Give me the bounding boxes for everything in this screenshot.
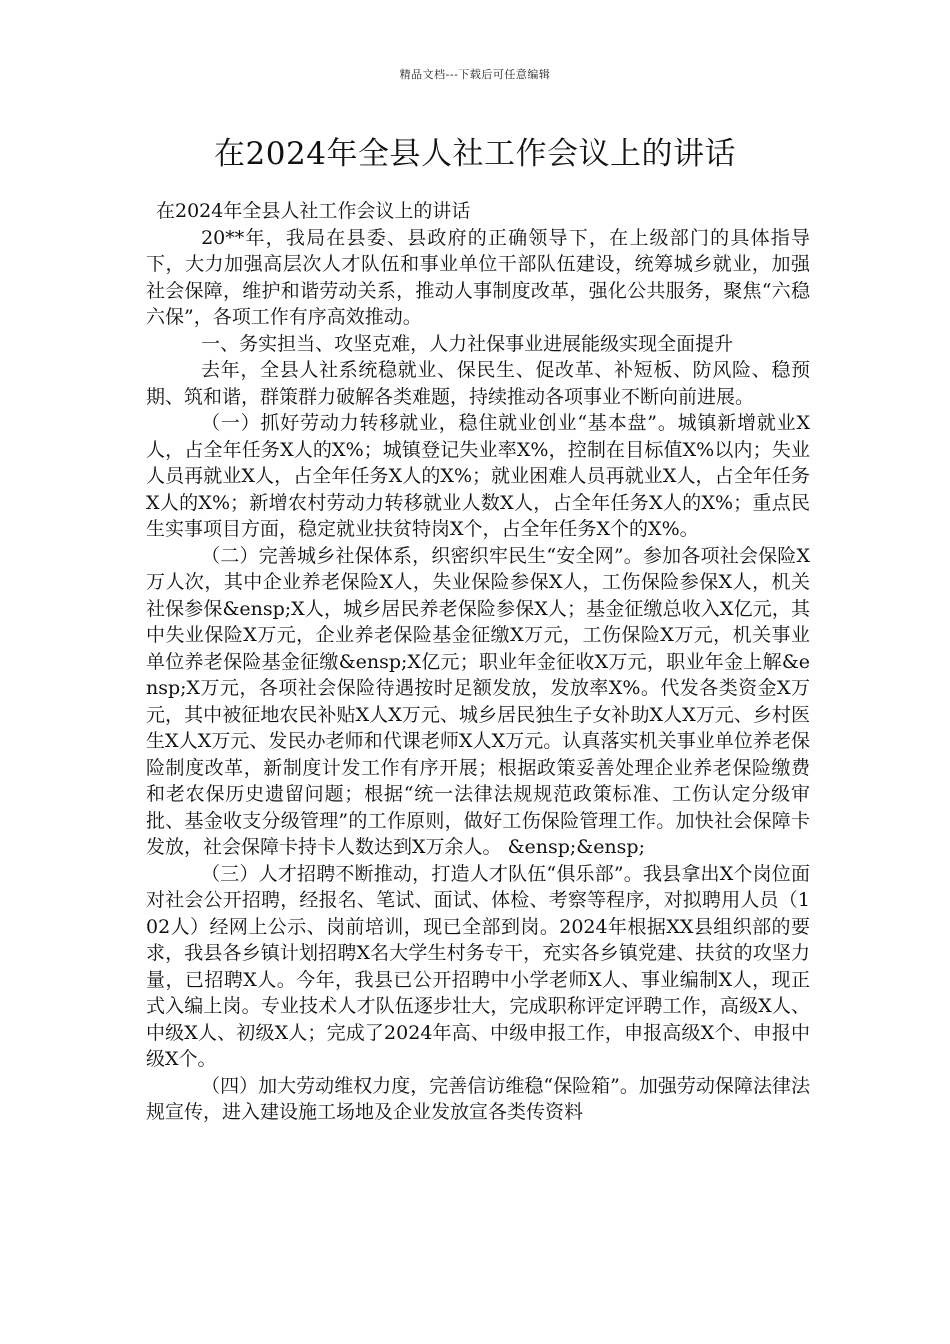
labor-rights-paragraph: （四）加大劳动维权力度，完善信访维稳“保险箱”。加强劳动保障法律法规宣传，进入建设施工场地及企业发放宣各类传资料 bbox=[146, 1074, 810, 1123]
page-title: 在2024年全县人社工作会议上的讲话 bbox=[214, 136, 736, 172]
talent-recruitment-paragraph: （三）人才招聘不断推动，打造人才队伍“俱乐部”。我县拿出X个岗位面对社会公开招聘，经报名、笔试、面试、体检、考察等程序，对拟聘用人员（102人）经网上公示、岗前培训，现已全部到岗。2024年根据XX县组织部的要求，我县各乡镇计划招聘X名大学生村务专干，充实各乡镇党建、扶贫的攻坚力量，已招聘X人。今年，我县已公开招聘中小学老师X人、事业编制X人，现正式入编上岗。专业技术人才队伍逐步壮大，完成职称评定评聘工作，高级X人、中级X人、初级X人；完成了2024年高、中级申报工作，申报高级X个、申报中级X个。 bbox=[146, 862, 810, 1070]
overview-paragraph: 去年，全县人社系统稳就业、保民生、促改革、补短板、防风险、稳预期、筑和谐，群策群力破解各类难题，持续推动各项事业不断向前进展。 bbox=[146, 359, 810, 408]
intro-paragraph: 20**年，我局在县委、县政府的正确领导下，在上级部门的具体指导下，大力加强高层次人才队伍和事业单位干部队伍建设，统筹城乡就业，加强社会保障，维护和谐劳动关系，推动人事制度改革，强化公共服务，聚焦“六稳六保”，各项工作有序高效推动。 bbox=[146, 226, 810, 328]
section-heading: 一、务实担当、攻坚克难，人力社保事业进展能级实现全面提升 bbox=[201, 332, 734, 355]
header-note: 精品文档---下载后可任意编辑 bbox=[399, 68, 551, 81]
body-subtitle: 在2024年全县人社工作会议上的讲话 bbox=[156, 200, 471, 222]
employment-paragraph: （一）抓好劳动力转移就业，稳住就业创业“基本盘”。城镇新增就业X人，占全年任务X人的X%；城镇登记失业率X%，控制在目标值X%以内；失业人员再就业X人，占全年任务X人的X%；就业困难人员再就业X人，占全年任务X人的X%；新增农村劳动力转移就业人数X人，占全年任务X人的X%；重点民生实事项目方面，稳定就业扶贫特岗X个，占全年任务X个的X%。 bbox=[146, 412, 810, 540]
social-security-paragraph: （二）完善城乡社保体系，织密织牢民生“安全网”。参加各项社会保险X万人次，其中企业养老保险X人，失业保险参保X人，工伤保险参保X人，机关社保参保&ensp;X人，城乡居民养老保险参保X人；基金征缴总收入X亿元，其中失业保险X万元，企业养老保险基金征缴X万元，工伤保险X万元，机关事业单位养老保险基金征缴&ensp;X亿元；职业年金征收X万元，职业年金上解&ensp;X万元，各项社会保险待遇按时足额发放，发放率X%。代发各类资金X万元，其中被征地农民补贴X人X万元、城乡居民独生子女补助X人X万元、乡村医生X人X万元、发民办老师和代课老师X人X万元。认真落实机关事业单位养老保险制度改革，新制度计发工作有序开展；根据政策妥善处理企业养老保险缴费和老农保历史遗留问题；根据“统一法律法规规范政策标准、工伤认定分级审批、基金收支分级管理”的工作原则，做好工伤保险管理工作。加快社会保障卡发放，社会保障卡持卡人数达到X万余人。 &ensp;&ensp; bbox=[146, 544, 810, 858]
document-body bbox=[146, 198, 810, 1126]
